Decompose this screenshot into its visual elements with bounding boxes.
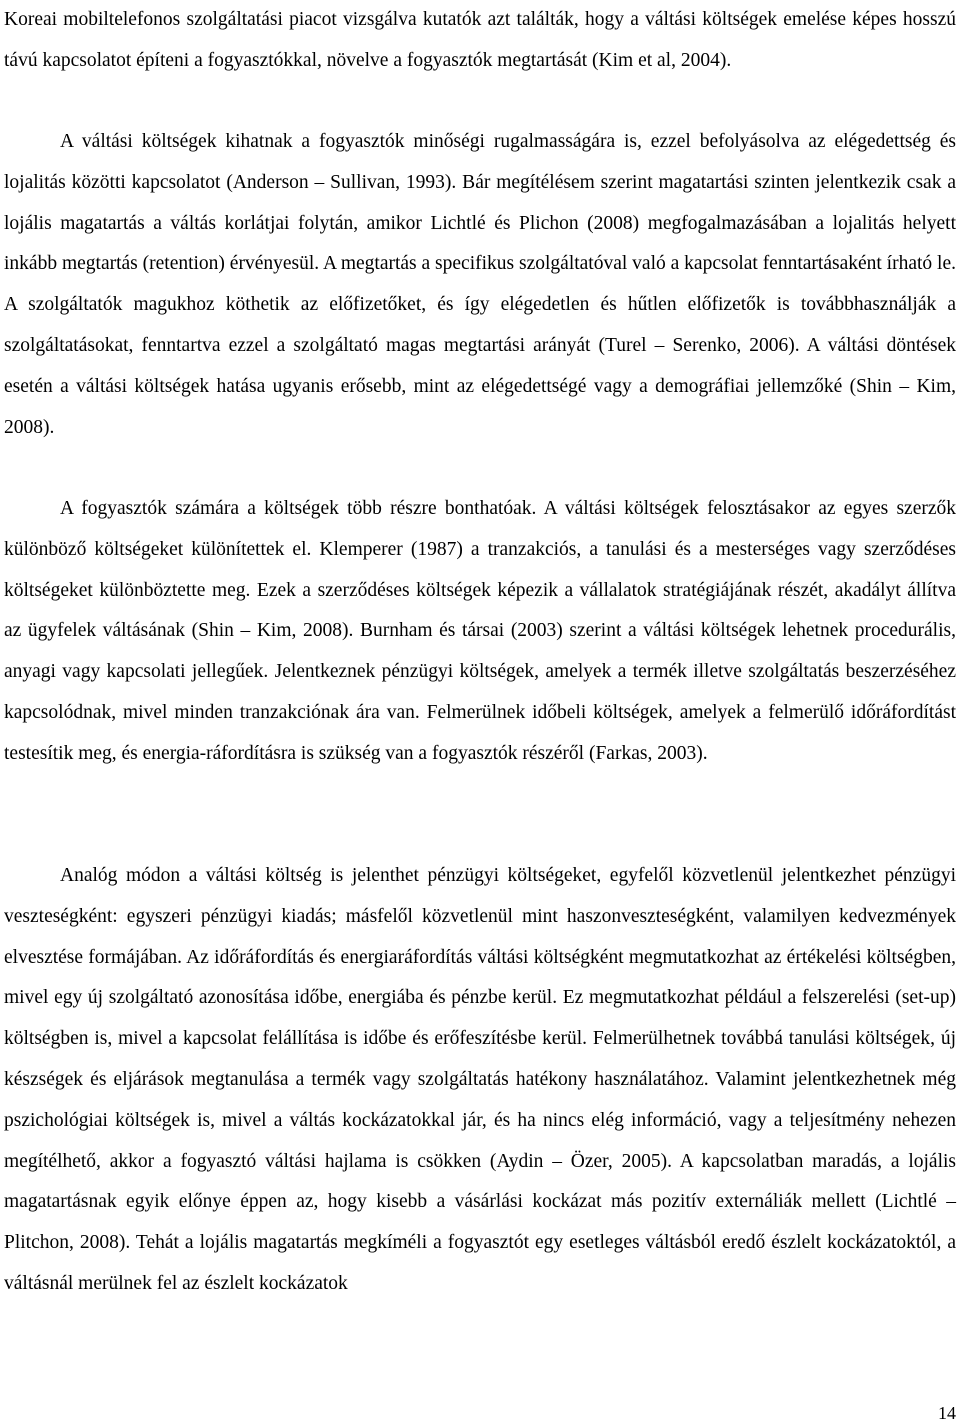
paragraph-2: A váltási költségek kihatnak a fogyasztók minőségi rugalmasságára is, ezzel befolyásolva az elégedettség és lojalitás közötti kapcsolatot (Anderson – Sullivan, 1993). Bár megítélésem szerint magatartási szinten jelentkezik csak a lojális magatartás a váltás korlátjai folytán, amikor Lichtlé és Plichon (2008) megfogalmazásában a lojalitás helyett inkább megtartás (retention) érvényesül. A megtartás a specifikus szolgáltatóval való a kapcsolat fenntartásaként írható le. A szolgáltatók magukhoz köthetik az előfizetőket, és így elégedetlen és hűtlen előfizetők is továbbhasználják a szolgáltatásokat, fenntartva ezzel a szolgáltató magas megtartási arányát (Turel – Serenko, 2006). A váltási döntések esetén a váltási költségek hatása ugyanis erősebb, mint az elégedettségé vagy a demográfiai jellemzőké (Shin – Kim, 2008). bbox=[4, 131, 956, 438]
paragraph-3: A fogyasztók számára a költségek több részre bonthatóak. A váltási költségek felosztásakor az egyes szerzők különböző költségeket különítettek el. Klemperer (1987) a tranzakciós, a tanulási és a mesterséges vagy szerződéses költségeket különböztette meg. Ezek a szerződéses költségek képezik a vállalatok stratégiájának részét, akadályt állítva az ügyfelek váltásának (Shin – Kim, 2008). Burnham és társai (2003) szerint a váltási költségek lehetnek procedurális, anyagi vagy kapcsolati jellegűek. Jelentkeznek pénzügyi költségek, amelyek a termék illetve szolgáltatás beszerzéséhez kapcsolódnak, mivel minden tranzakciónak ára van. Felmerülnek időbeli költségek, amelyek a felmerülő időráfordítást testesítik meg, és energia-ráfordításra is szükség van a fogyasztók részéről (Farkas, 2003). bbox=[4, 498, 956, 764]
paragraph-1: Koreai mobiltelefonos szolgáltatási piacot vizsgálva kutatók azt találták, hogy a váltási költségek emelése képes hosszú távú kapcsolatot építeni a fogyasztókkal, növelve a fogyasztók megtartását (Kim et al, 2004). bbox=[4, 9, 956, 71]
paragraph-4: Analóg módon a váltási költség is jelenthet pénzügyi költségeket, egyfelől közvetlenül jelentkezhet pénzügyi veszteségként: egyszeri pénzügyi kiadás; másfelől közvetlenül mint haszonveszteségként, valamilyen kedvezmények elvesztése formájában. Az időráfordítás és energiaráfordítás váltási költségként megmutatkozhat az értékelési költségben, mivel egy új szolgáltató azonosítása időbe, energiába és pénzbe kerül. Ez megmutatkozhat például a felszerelési (set-up) költségben is, mivel a kapcsolat felállítása is időbe és erőfeszítésbe kerül. Felmerülhetnek továbbá tanulási költségek, új készségek és eljárások megtanulása a termék vagy szolgáltatás hatékony használatához. Valamint jelentkezhetnek még pszichológiai költségek is, mivel a váltás kockázatokkal jár, és ha nincs elég információ, vagy a teljesítmény nehezen megítélhető, akkor a fogyasztó váltási hajlama is csökken (Aydin – Özer, 2005). A kapcsolatban maradás, a lojális magatartásnak egyik előnye éppen az, hogy kisebb a vásárlási kockázat más pozitív externáliák mellett (Lichtlé – Plitchon, 2008). Tehát a lojális magatartás megkíméli a fogyasztót egy esetleges váltásból eredő észlelt kockázatoktól, a váltásnál merülnek fel az észlelt kockázatok bbox=[4, 865, 956, 1294]
page-number: 14 bbox=[938, 1403, 956, 1423]
